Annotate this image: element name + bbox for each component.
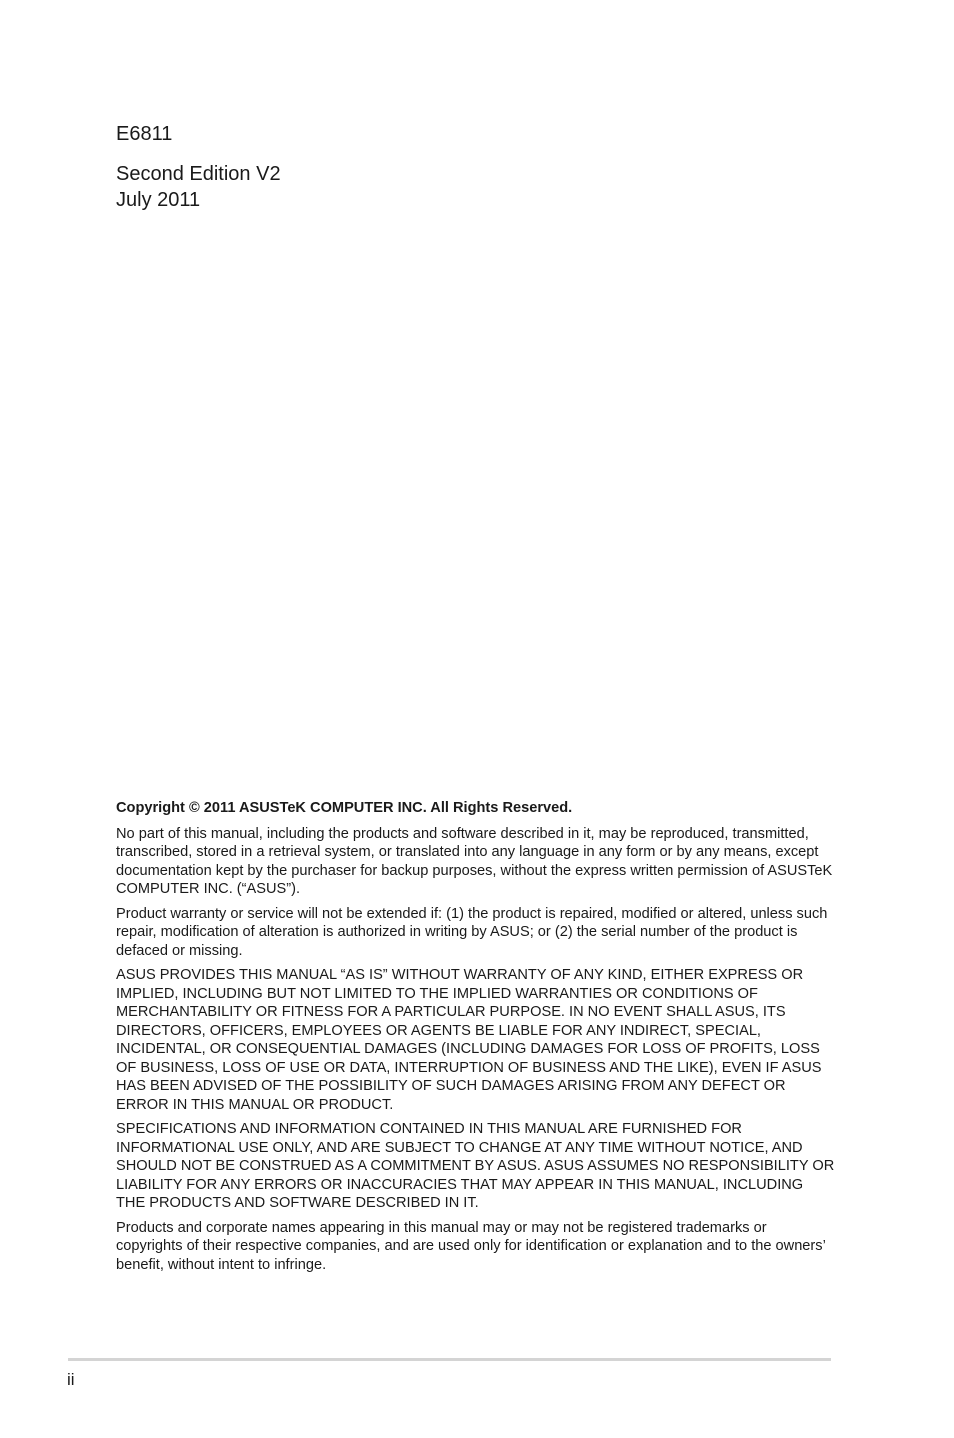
legal-paragraph-disclaimer: ASUS PROVIDES THIS MANUAL “AS IS” WITHOUT WARRANTY OF ANY KIND, EITHER EXPRESS OR IMPLIED, INCLUDING BUT NOT LIMITED TO THE IMPLIED WARRANTIES OR CONDITIONS OF MERCHANTABILITY OR FITNESS FOR A PARTICULAR PURPOSE. IN NO EVENT SHALL ASUS, ITS DIRECTORS, OFFICERS, EMPLOYEES OR AGENTS BE LIABLE FOR ANY INDIRECT, SPECIAL, INCIDENTAL, OR CONSEQUENTIAL DAMAGES (INCLUDING DAMAGES FOR LOSS OF PROFITS, LOSS OF BUSINESS, LOSS OF USE OR DATA, INTERRUPTION OF BUSINESS AND THE LIKE), EVEN IF ASUS HAS BEEN ADVISED OF THE POSSIBILITY OF SUCH DAMAGES ARISING FROM ANY DEFECT OR ERROR IN THIS MANUAL OR PRODUCT. [116, 967, 822, 1113]
legal-paragraph-warranty: Product warranty or service will not be extended if: (1) the product is repaired, modified or altered, unless such repair, modification of alteration is authorized in writing by ASUS; or (2) the serial number of the product is defaced or missing. [116, 905, 828, 959]
legal-notice [116, 799, 836, 1280]
legal-paragraph-trademarks: Products and corporate names appearing in this manual may or may not be registered trademarks or copyrights of their respective companies, and are used only for identification or explanation and to the owners’ benefit, without intent to infringe. [116, 1219, 826, 1273]
edition-label: Second Edition V2 [116, 163, 281, 185]
document-header [116, 121, 281, 213]
publication-date: July 2011 [116, 189, 201, 211]
legal-paragraph-specifications: SPECIFICATIONS AND INFORMATION CONTAINED IN THIS MANUAL ARE FURNISHED FOR INFORMATIONAL USE ONLY, AND ARE SUBJECT TO CHANGE AT ANY TIME WITHOUT NOTICE, AND SHOULD NOT BE CONSTRUED AS A COMMITMENT BY ASUS. ASUS ASSUMES NO RESPONSIBILITY OR LIABILITY FOR ANY ERRORS OR INACCURACIES THAT MAY APPEAR IN THIS MANUAL, INCLUDING THE PRODUCTS AND SOFTWARE DESCRIBED IN IT. [116, 1121, 835, 1211]
model-number: E6811 [116, 123, 173, 145]
page-number: ii [67, 1370, 75, 1389]
footer-divider [68, 1358, 831, 1361]
legal-paragraph-reproduction: No part of this manual, including the products and software described in it, may be reproduced, transmitted, transcribed, stored in a retrieval system, or translated into any language in any form or by any means, except documentation kept by the purchaser for backup purposes, without the express written permission of ASUSTeK COMPUTER INC. (“ASUS”). [116, 825, 833, 897]
copyright-line: Copyright © 2011 ASUSTeK COMPUTER INC. All Rights Reserved. [116, 800, 573, 816]
